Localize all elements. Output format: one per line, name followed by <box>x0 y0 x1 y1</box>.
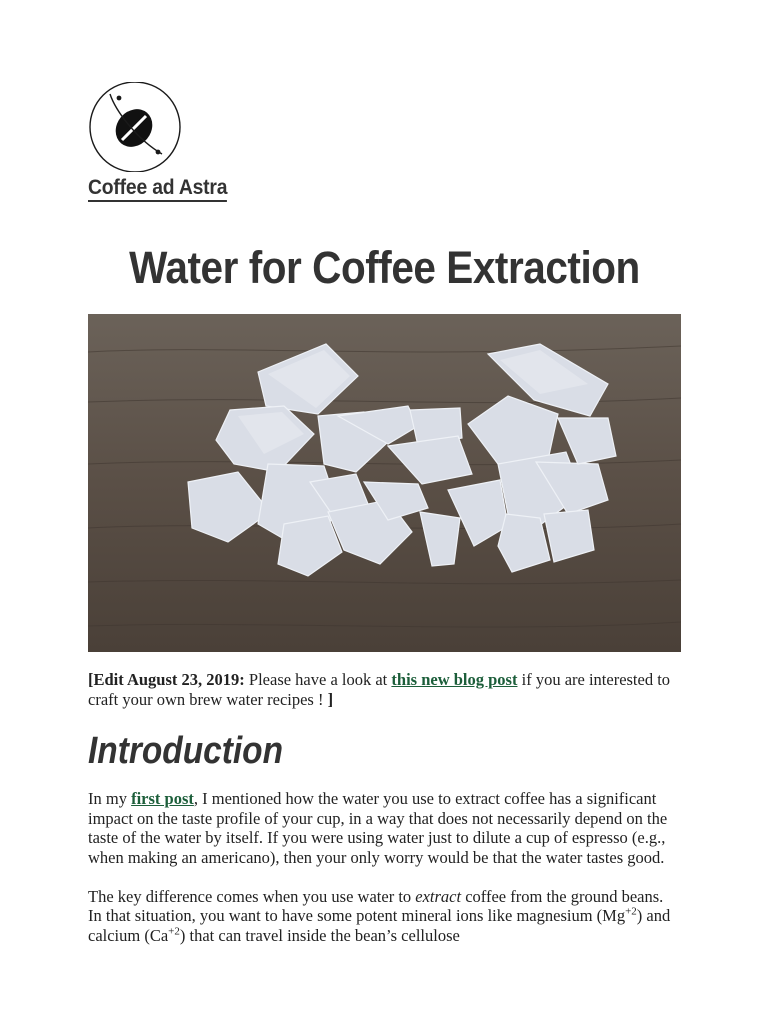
site-name-link[interactable]: Coffee ad Astra <box>88 176 227 202</box>
paragraph-text: ) that can travel inside the bean’s cellulose <box>179 925 460 945</box>
emphasis-text: extract <box>415 886 462 906</box>
paragraph-key-difference <box>88 887 681 946</box>
edit-note-suffix: ] <box>327 689 334 709</box>
paragraph-text: The key difference comes when you use water to <box>88 886 416 906</box>
superscript-charge: +2 <box>625 905 637 918</box>
hero-image <box>88 314 681 652</box>
edit-note <box>88 670 681 709</box>
paragraph-intro <box>88 789 681 867</box>
new-blog-post-link[interactable]: this new blog post <box>391 670 518 689</box>
page-title: Water for Coffee Extraction <box>129 242 640 293</box>
paragraph-text: In my <box>88 789 132 809</box>
section-heading-introduction: Introduction <box>88 730 284 773</box>
superscript-charge: +2 <box>168 925 180 938</box>
paragraph-text: , I mentioned how the water you use to extract coffee has a significant impact on the taste profile of your cup, in a way that does not necessarily depend on the taste of the water by itself. If you were using water just to dilute a cup of espresso (e.g., when making an americano), then your only worry would be that the water tastes good. <box>88 789 668 867</box>
first-post-link[interactable]: first post <box>131 789 194 809</box>
edit-note-text-after: if you are interested to craft your own brew water recipes ! <box>88 670 671 709</box>
paragraph-text: ) and calcium (Ca <box>88 906 671 945</box>
coffee-bean-orbit-icon <box>88 82 182 172</box>
paragraph-text: coffee from the ground beans. In that situation, you want to have some potent mineral ions like magnesium (Mg <box>88 886 664 926</box>
blog-page <box>88 82 681 945</box>
site-logo-link[interactable] <box>88 82 182 172</box>
edit-note-text: Please have a look at <box>244 670 392 689</box>
edit-note-prefix: [Edit August 23, 2019: <box>88 670 245 689</box>
